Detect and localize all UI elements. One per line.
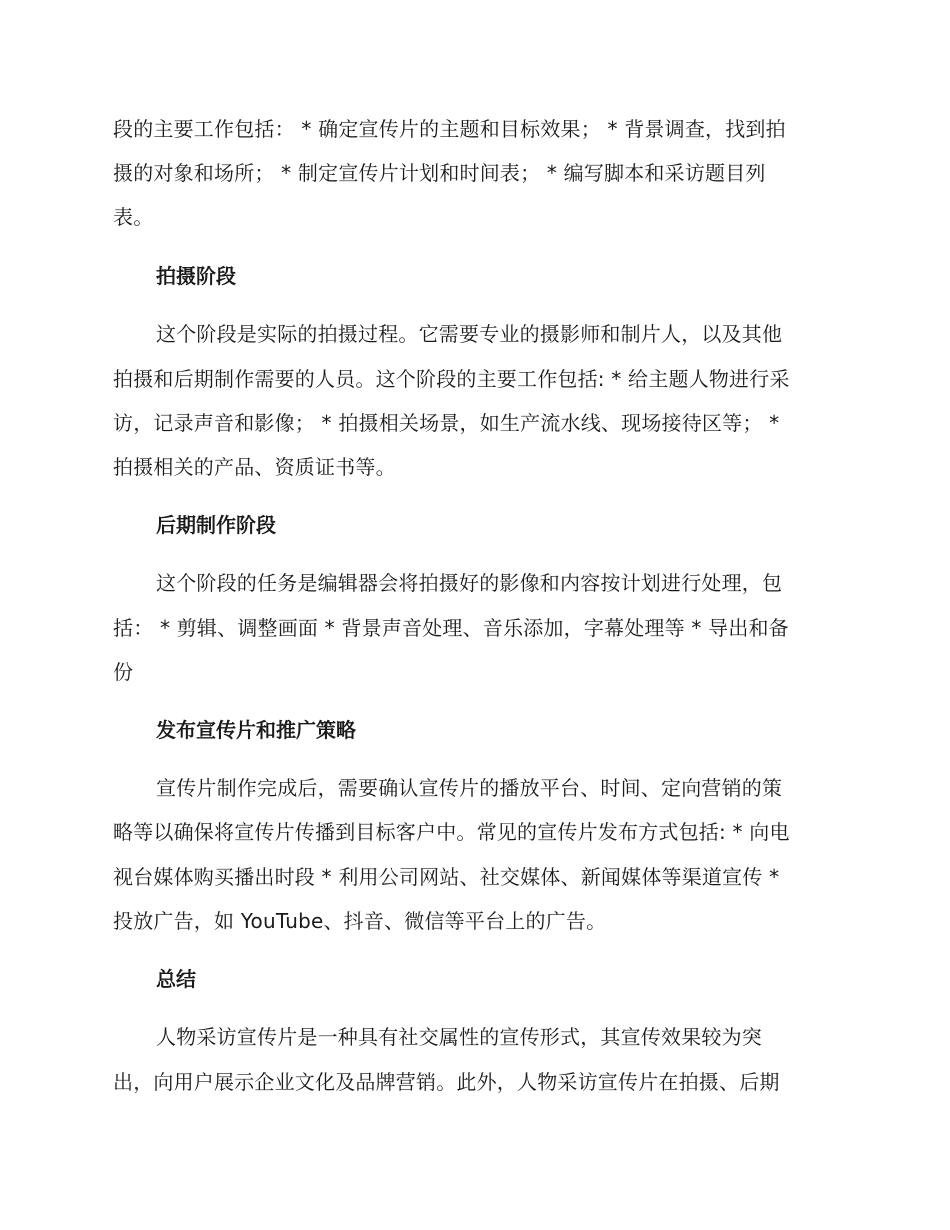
section-heading: 后期制作阶段: [156, 513, 276, 537]
paragraph-line: 访，记录声音和影像； * 拍摄相关场景，如生产流水线、现场接待区等； *: [113, 411, 780, 435]
section-heading: 拍摄阶段: [156, 264, 236, 288]
paragraph-line: 摄的对象和场所； * 制定宣传片计划和时间表； * 编写脚本和采访题目列: [113, 161, 766, 185]
paragraph-line: 份: [113, 660, 134, 684]
paragraph-line: 拍摄相关的产品、资质证书等。: [113, 455, 396, 479]
paragraph-line: 视台媒体购买播出时段 * 利用公司网站、社交媒体、新闻媒体等渠道宣传 *: [113, 865, 780, 889]
paragraph-line: 段的主要工作包括： * 确定宣传片的主题和目标效果； * 背景调查，找到拍: [113, 117, 786, 141]
section-heading: 发布宣传片和推广策略: [156, 718, 356, 742]
section-heading: 总结: [156, 967, 196, 991]
paragraph-line: 括： * 剪辑、调整画面 * 背景声音处理、音乐添加，字幕处理等 * 导出和备: [113, 616, 789, 640]
paragraph-line: 略等以确保将宣传片传播到目标客户中。常见的宣传片发布方式包括: * 向电: [113, 820, 790, 844]
paragraph-line: 拍摄和后期制作需要的人员。这个阶段的主要工作包括: * 给主题人物进行采: [113, 367, 790, 391]
paragraph-line: 出，向用户展示企业文化及品牌营销。此外，人物采访宣传片在拍摄、后期: [113, 1070, 780, 1094]
paragraph-line: 宣传片制作完成后，需要确认宣传片的播放平台、时间、定向营销的策: [156, 776, 783, 800]
paragraph-line: 这个阶段是实际的拍摄过程。它需要专业的摄影师和制片人，以及其他: [156, 322, 783, 346]
paragraph-line: 投放广告，如 YouTube、抖音、微信等平台上的广告。: [113, 909, 607, 933]
paragraph-line: 人物采访宣传片是一种具有社交属性的宣传形式，其宣传效果较为突: [156, 1025, 762, 1049]
paragraph-line: 表。: [113, 205, 154, 229]
paragraph-line: 这个阶段的任务是编辑器会将拍摄好的影像和内容按计划进行处理，包: [156, 571, 783, 595]
